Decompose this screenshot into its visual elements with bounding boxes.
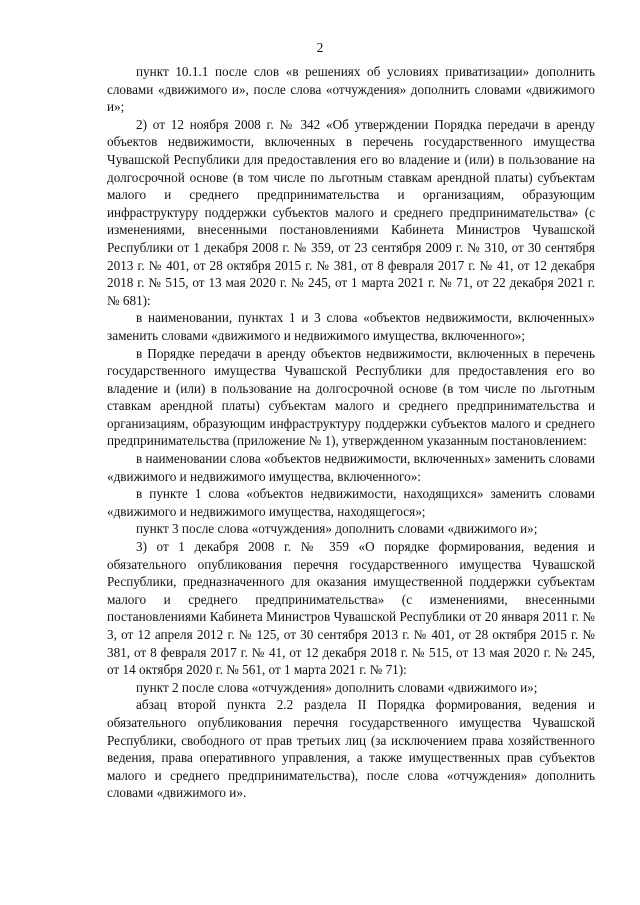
paragraph-3: в наименовании, пунктах 1 и 3 слова «объектов недвижимости, включенных» заменить словами «движимого и недвижимого имущества, включенного»;	[107, 310, 595, 343]
paragraph-5: в наименовании слова «объектов недвижимости, включенных» заменить словами «движимого и недвижимого имущества, включенного»:	[107, 451, 595, 484]
paragraph-2: 2) от 12 ноября 2008 г. № 342 «Об утверждении Порядка передачи в аренду объектов недвижимости, включенных в перечень государственного имущества Чувашской Республики для предоставления его во владение и (или) в пользование на долгосрочной основе (в том числе по льготным ставкам арендной платы) субъектам малого и среднего предпринимательства и организациям, образующим инфраструктуру поддержки субъектов малого и среднего предпринимательства» (с изменениями, внесенными постановлениями Кабинета Министров Чувашской Республики от 1 декабря 2008 г. № 359, от 23 сентября 2009 г. № 310, от 30 сентября 2013 г. № 401, от 28 октября 2015 г. № 381, от 8 февраля 2017 г. № 41, от 12 декабря 2018 г. № 515, от 13 мая 2020 г. № 245, от 1 марта 2021 г. № 71, от 22 декабря 2021 г. № 681):	[107, 116, 595, 308]
document-body	[107, 63, 595, 802]
paragraph-7: пункт 3 после слова «отчуждения» дополнить словами «движимого и»;	[136, 521, 538, 537]
paragraph-8: 3) от 1 декабря 2008 г. № 359 «О порядке формирования, ведения и обязательного опубликования перечня государственного имущества Чувашской Республики, предназначенного для оказания имущественной поддержки субъектам малого и среднего предпринимательства» (с изменениями, внесенными постановлениями Кабинета Министров Чувашской Республики от 20 января 2011 г. № 3, от 12 апреля 2012 г. № 125, от 30 сентября 2013 г. № 401, от 28 октября 2015 г. № 381, от 8 февраля 2017 г. № 41, от 12 декабря 2018 г. № 515, от 13 мая 2020 г. № 245, от 14 октября 2020 г. № 561, от 1 марта 2021 г. № 71):	[107, 539, 595, 678]
paragraph-6: в пункте 1 слова «объектов недвижимости, находящихся» заменить словами «движимого и недвижимого имущества, находящегося»;	[107, 486, 595, 519]
page-number: 2	[316, 40, 324, 55]
paragraph-4: в Порядке передачи в аренду объектов недвижимости, включенных в перечень государственного имущества Чувашской Республики для предоставления его во владение и (или) в пользование на долгосрочной основе (в том числе по льготным ставкам арендной платы) субъектам малого и среднего предпринимательства и организациям, образующим инфраструктуру поддержки субъектов малого и среднего предпринимательства (приложение № 1), утвержденном указанным постановлением:	[107, 345, 595, 449]
paragraph-1: пункт 10.1.1 после слов «в решениях об условиях приватизации» дополнить словами «движимого и», после слова «отчуждения» дополнить словами «движимого и»;	[107, 64, 595, 115]
paragraph-9: пункт 2 после слова «отчуждения» дополнить словами «движимого и»;	[136, 679, 538, 695]
paragraph-10: абзац второй пункта 2.2 раздела II Порядка формирования, ведения и обязательного опубликования перечня государственного имущества Чувашской Республики, свободного от прав третьих лиц (за исключением права хозяйственного ведения, права оперативного управления, а также имущественных прав субъектов малого и среднего предпринимательства), после слова «отчуждения» дополнить словами «движимого и».	[107, 697, 595, 801]
